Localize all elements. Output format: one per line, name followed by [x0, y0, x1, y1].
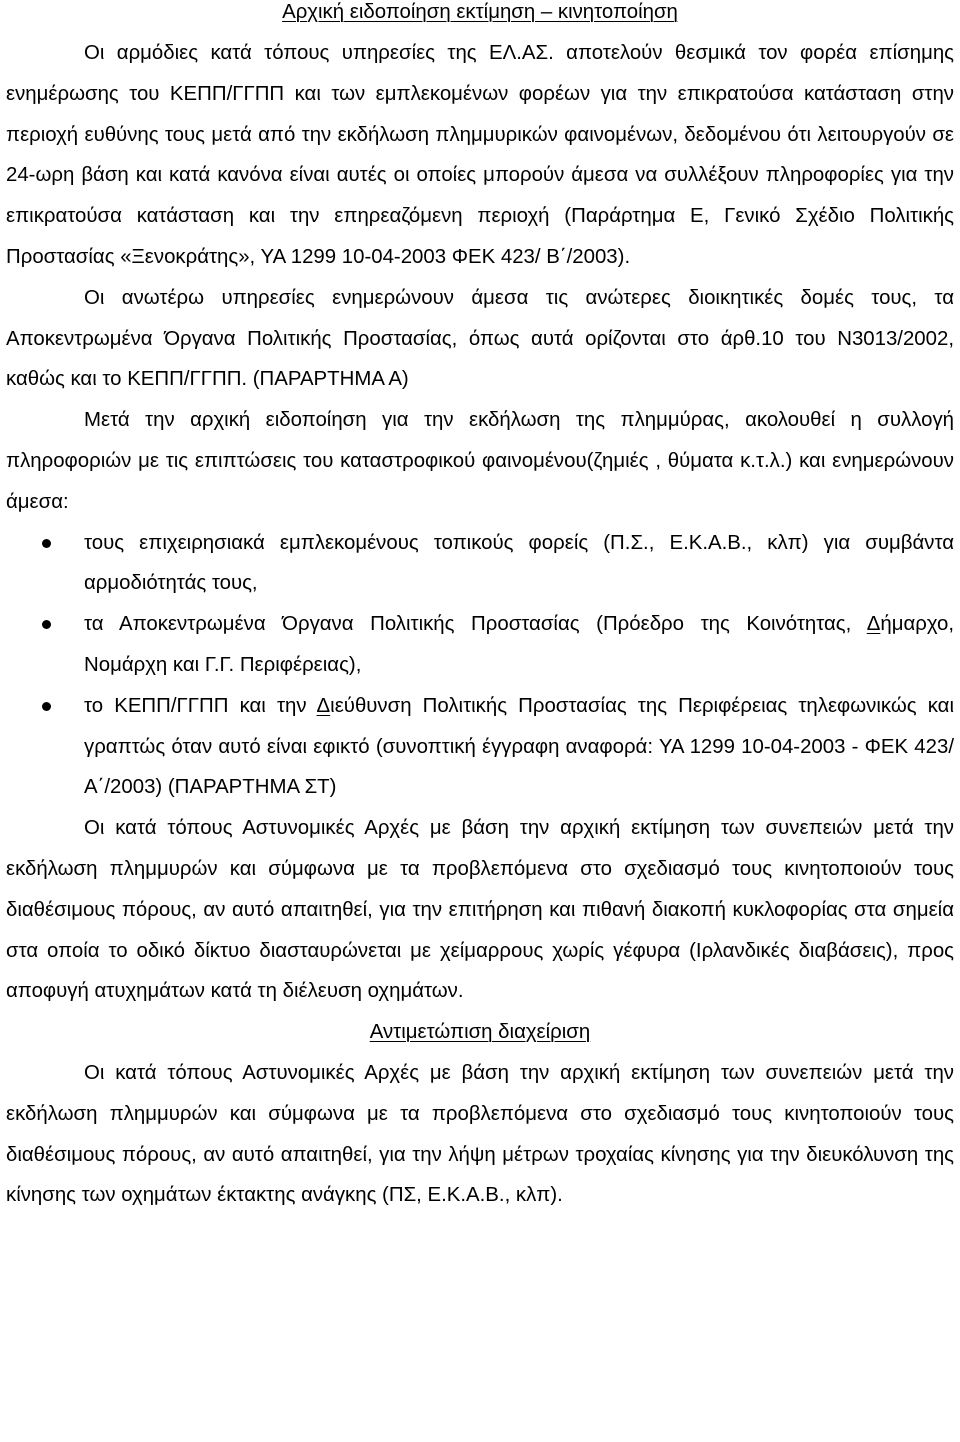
section-title-text: Αντιμετώπιση διαχείριση — [369, 1021, 591, 1044]
underlined-letter: Δ — [316, 694, 331, 717]
list-item — [6, 523, 954, 605]
paragraph-traffic-measures: Οι κατά τόπους Αστυνομικές Αρχές με βάση την αρχική εκτίμηση των συνεπειών μετά την εκδήλωση πλημμυρών και σύμφωνα με τα προβλεπόμενα στο σχεδιασμό τους κινητοποιούν τους διαθέσιμους πόρους, αν αυτό απαιτηθεί, για την λήψη μέτρων τροχαίας κίνησης για την διευκόλυνση της κίνησης των οχημάτων έκτακτης ανάγκης (ΠΣ, Ε.Κ.Α.Β., κλπ). — [6, 1061, 954, 1207]
list-item-text: το ΚΕΠΠ/ΓΓΠΠ και την — [84, 694, 317, 717]
paragraph-information-collection: Μετά την αρχική ειδοποίηση για την εκδήλωση της πλημμύρας, ακολουθεί η συλλογή πληροφοριών με τις επιπτώσεις του καταστροφικού φαινομένου(ζημιές , θύματα κ.τ.λ.) και ενημερώνουν άμεσα: — [6, 409, 954, 513]
paragraph-higher-authorities: Οι ανωτέρω υπηρεσίες ενημερώνουν άμεσα τις ανώτερες διοικητικές δομές τους, τα Αποκεντρωμένα Όργανα Πολιτικής Προστασίας, όπως αυτά ορίζονται στο άρθ.10 του Ν3013/2002, καθώς και το ΚΕΠΠ/ΓΓΠΠ. (ΠΑΡΑΡΤΗΜΑ Α) — [6, 286, 954, 391]
section-title — [6, 1012, 954, 1053]
document-title — [6, 0, 954, 28]
paragraph-initial-notification: Οι αρμόδιες κατά τόπους υπηρεσίες της ΕΛ.ΑΣ. αποτελούν θεσμικά τον φορέα επίσημης ενημέρωσης του ΚΕΠΠ/ΓΓΠΠ και των εμπλεκομένων φορέων για την επικρατούσα κατάσταση στην περιοχή ευθύνης τους μετά από την εκδήλωση πλημμυρικών φαινομένων, δεδομένου ότι λειτουργούν σε 24-ωρη βάση και κατά κανόνα είναι αυτές οι οποίες μπορούν άμεσα να συλλέξουν πληροφορίες για την επικρατούσα κατάσταση και την επηρεαζόμενη περιοχή (Παράρτημα Ε, Γενικό Σχέδιο Πολιτικής Προστασίας «Ξενοκράτης», ΥΑ 1299 10-04-2003 ΦΕΚ 423/ Β΄/2003). — [6, 42, 954, 268]
list-item-text-rest: ιεύθυνση Πολιτικής Προστασίας της Περιφέρειας τηλεφωνικώς και γραπτώς όταν αυτό είναι εφικτό (συνοπτική έγγραφη αναφορά: ΥΑ 1299 10-04-2003 - ΦΕΚ 423/Α΄/2003) (ΠΑΡΑΡΤΗΜΑ ΣΤ) — [84, 694, 954, 799]
list-item — [6, 686, 954, 808]
list-item-text-rest: ήμαρχο, Νομάρχη και Γ.Γ. Περιφέρειας), — [84, 613, 954, 676]
list-item-text: τα Αποκεντρωμένα Όργανα Πολιτικής Προστασίας (Πρόεδρο της Κοινότητας, — [84, 613, 867, 636]
document-title-text: Αρχική ειδοποίηση εκτίμηση – κινητοποίηση — [282, 1, 678, 23]
list-item — [6, 604, 954, 686]
underlined-letter: Δ — [866, 613, 881, 636]
notification-recipients-list — [6, 523, 954, 809]
list-item-text: τους επιχειρησιακά εμπλεκομένους τοπικούς φορείς (Π.Σ., Ε.Κ.Α.Β., κλπ) για συμβάντα αρμοδιότητάς τους, — [84, 531, 954, 595]
paragraph-police-mobilization: Οι κατά τόπους Αστυνομικές Αρχές με βάση την αρχική εκτίμηση των συνεπειών μετά την εκδήλωση πλημμυρών και σύμφωνα με τα προβλεπόμενα στο σχεδιασμό τους κινητοποιούν τους διαθέσιμους πόρους, αν αυτό απαιτηθεί, για την επιτήρηση και πιθανή διακοπή κυκλοφορίας στα σημεία στα οποία το οδικό δίκτυο διασταυρώνεται με χείμαρρους χωρίς γέφυρα (Ιρλανδικές διαβάσεις), προς αποφυγή ατυχημάτων κατά τη διέλευση οχημάτων. — [6, 817, 954, 1003]
